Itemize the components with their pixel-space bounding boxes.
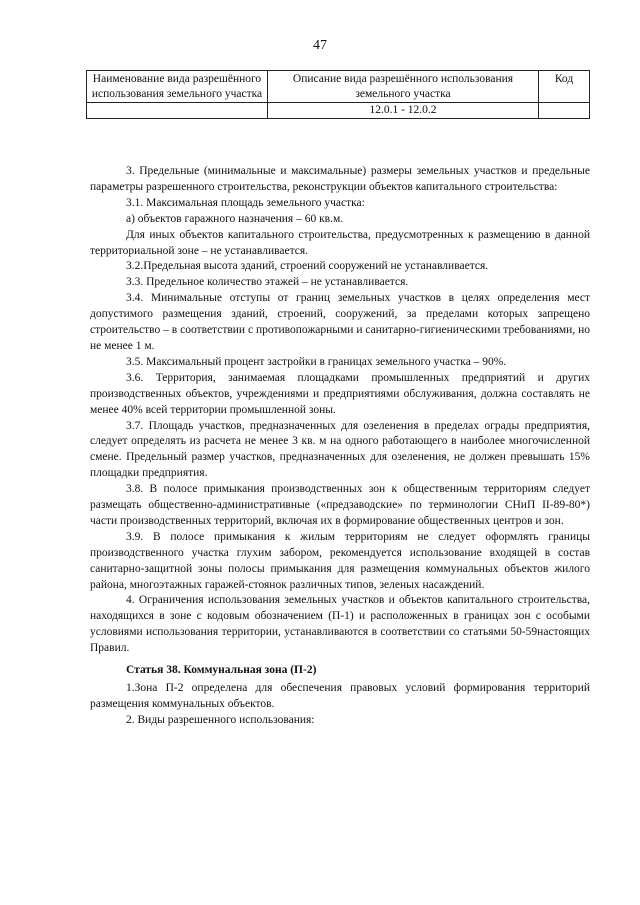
table-header-row — [87, 71, 590, 103]
land-use-table — [86, 70, 590, 119]
paragraph-3-4: 3.4. Минимальные отступы от границ земельных участков в целях определения мест допустимого размещения зданий, строений, сооружений, за пределами которых запрещено строительство – в соответствии с противопожарными и санитарно-гигиеническими требованиями, но не менее 1 м. — [90, 292, 590, 352]
paragraph-3-6: 3.6. Территория, занимаемая площадками промышленных предприятий и других производственных объектов, учреждениями и предприятиями обслуживания, должна составлять не менее 40% всей территории промышленной зоны. — [90, 371, 590, 416]
paragraph-3-1-a: а) объектов гаражного назначения – 60 кв.м. — [126, 212, 344, 225]
paragraph-3-1: 3.1. Максимальная площадь земельного участка: — [126, 196, 365, 209]
body-text — [90, 164, 590, 729]
header-code: Код — [539, 71, 590, 103]
paragraph-3-9: 3.9. В полосе примыкания к жилым территориям не следует оформлять границы производственного участка глухим забором, рекомендуется использование входящей в состав санитарно-защитной зоны полосы примыкания для размещения коммунальных объектов жилого района, многоэтажных гаражей-стоянок различных типов, зеленых насаждений. — [90, 530, 590, 591]
paragraph-3: 3. Предельные (минимальные и максимальные) размеры земельных участков и предельные параметры разрешенного строительства, реконструкции объектов капитального строительства: — [90, 165, 590, 193]
paragraph-3-2: 3.2.Предельная высота зданий, строений сооружений не устанавливается. — [126, 260, 489, 273]
paragraph-3-7: 3.7. Площадь участков, предназначенных для озеленения в пределах ограды предприятия, следует определять из расчета не менее 3 кв. м на одного работающего в наиболее многочисленной смене. Предельный размер участков, предназначенных для озеленения, не должен превышать 15% площадки предприятия. — [90, 419, 590, 480]
paragraph-3-3: 3.3. Предельное количество этажей – не устанавливается. — [126, 276, 409, 289]
paragraph-3-1-other: Для иных объектов капитального строительства, предусмотренных к размещению в данной территориальной зоне – не устанавливается. — [90, 228, 590, 257]
paragraph-3-8: 3.8. В полосе примыкания производственных зон к общественным территориям следует размещать общественно-административные («предзаводские» по терминологии СНиП II-89-80*) части производственных территорий, включая их в формирование общественных центров и зон. — [90, 483, 590, 527]
table-cell — [539, 103, 590, 119]
page-number: 47 — [313, 38, 327, 53]
header-use-type-description: Описание вида разрешённого использования земельного участка — [268, 71, 539, 103]
header-use-type-name: Наименование вида разрешённого использования земельного участка — [87, 71, 268, 103]
paragraph-4: 4. Ограничения использования земельных участков и объектов капитального строительства, находящихся в зоне с кодовым обозначением (П-1) и расположенных в границах зон с особыми условиями использования территории, устанавливаются в соответствии со статьями 50-59настоящих Правил. — [90, 594, 590, 655]
article-paragraph-1: 1.Зона П-2 определена для обеспечения правовых условий формирования территорий размещения коммунальных объектов. — [90, 682, 590, 710]
paragraph-3-5: 3.5. Максимальный процент застройки в границах земельного участка – 90%. — [126, 355, 507, 368]
table-row — [87, 103, 590, 119]
table-cell: 12.0.1 - 12.0.2 — [268, 103, 539, 119]
article-paragraph-2: 2. Виды разрешенного использования: — [126, 713, 315, 726]
table-cell — [87, 103, 268, 119]
article-heading: Статья 38. Коммунальная зона (П-2) — [126, 664, 317, 677]
